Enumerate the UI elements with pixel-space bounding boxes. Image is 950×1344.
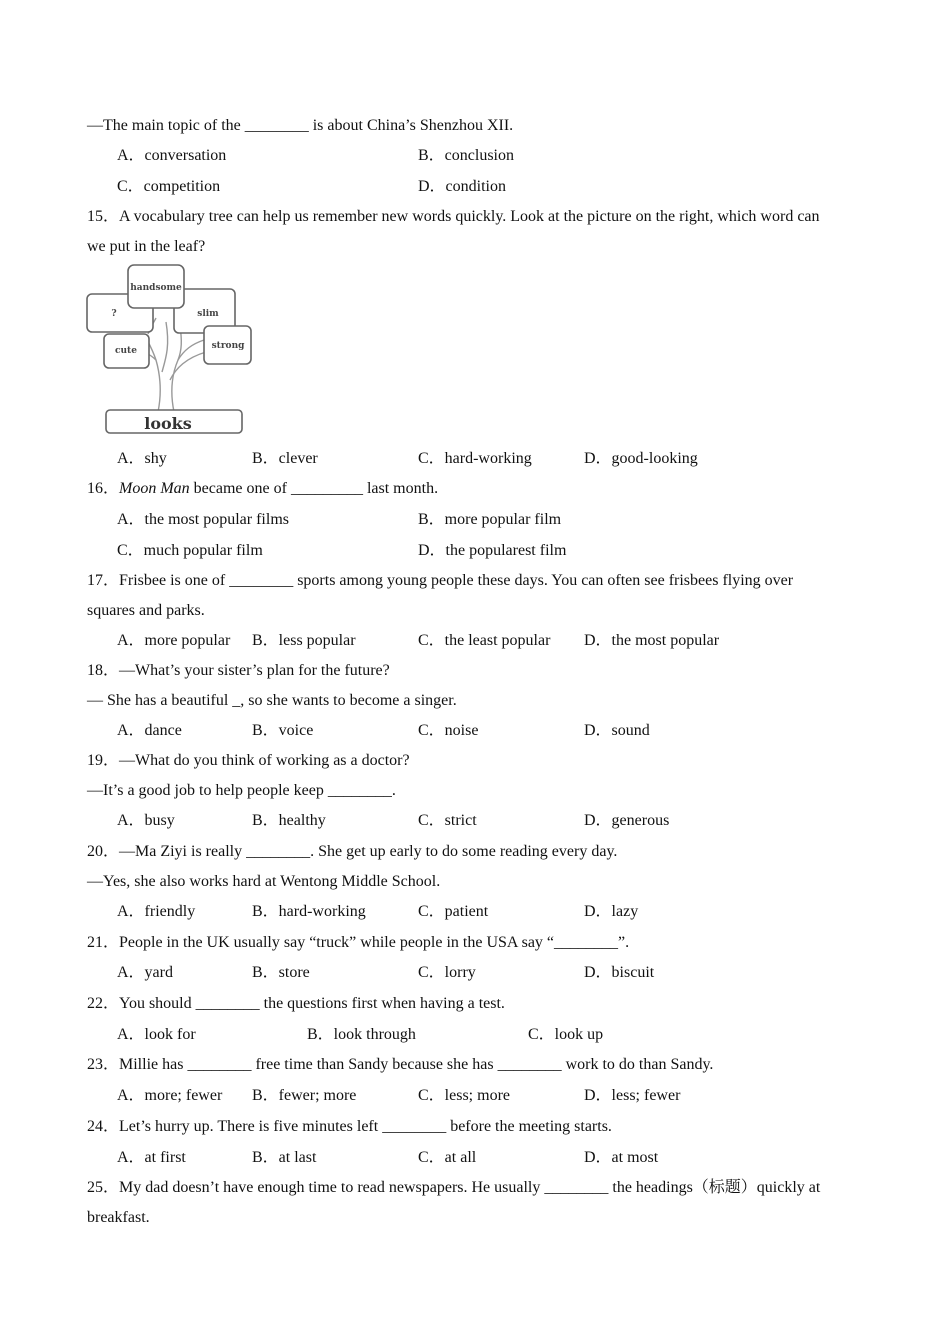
q20-option-a[interactable]: A．friendly — [117, 903, 196, 920]
q25-stem-line1: 25．My dad doesn’t have enough time to read newspapers. He usually ________ the headings（标题）quickly at — [87, 1179, 821, 1196]
q19-option-c[interactable]: C．strict — [418, 812, 477, 829]
q24-option-d[interactable]: D．at most — [584, 1149, 659, 1166]
q16-option-a[interactable]: A．the most popular films — [117, 511, 289, 528]
q17-option-c[interactable]: C．the least popular — [418, 632, 551, 649]
q17-stem-line2: squares and parks. — [87, 602, 205, 619]
vocabulary-tree-image — [86, 262, 256, 438]
q24-option-a[interactable]: A．at first — [117, 1149, 186, 1166]
q16-option-b[interactable]: B．more popular film — [418, 511, 562, 528]
q15-option-a[interactable]: A．shy — [117, 450, 167, 467]
q23-option-d[interactable]: D．less; fewer — [584, 1087, 681, 1104]
q21-option-a[interactable]: A．yard — [117, 964, 173, 981]
q18-option-c[interactable]: C．noise — [418, 722, 479, 739]
q14-stem: —The main topic of the ________ is about China’s Shenzhou XII. — [87, 117, 514, 134]
q23-stem: 23．Millie has ________ free time than Sandy because she has ________ work to do than Sandy. — [87, 1056, 714, 1073]
q18-stem-line1: 18．—What’s your sister’s plan for the future? — [87, 662, 390, 679]
q22-stem: 22．You should ________ the questions first when having a test. — [87, 995, 505, 1012]
q18-option-d[interactable]: D．sound — [584, 722, 650, 739]
q20-option-c[interactable]: C．patient — [418, 903, 489, 920]
q19-stem-line2: —It’s a good job to help people keep ________. — [87, 782, 396, 799]
q22-option-b[interactable]: B．look through — [307, 1026, 416, 1043]
q17-option-d[interactable]: D．the most popular — [584, 632, 720, 649]
q17-stem-line1: 17．Frisbee is one of ________ sports among young people these days. You can often see frisbees flying over — [87, 572, 794, 589]
q15-option-b[interactable]: B．clever — [252, 450, 318, 467]
q14-option-d[interactable]: D．condition — [418, 178, 506, 195]
q18-stem-line2: — She has a beautiful _, so she wants to become a singer. — [87, 692, 457, 709]
q21-option-d[interactable]: D．biscuit — [584, 964, 655, 981]
q19-option-d[interactable]: D．generous — [584, 812, 670, 829]
q21-option-c[interactable]: C．lorry — [418, 964, 476, 981]
q14-option-a[interactable]: A．conversation — [117, 147, 227, 164]
q19-option-a[interactable]: A．busy — [117, 812, 175, 829]
q22-option-c[interactable]: C．look up — [528, 1026, 604, 1043]
leaf-lower-right-label: strong — [211, 341, 245, 351]
q21-option-b[interactable]: B．store — [252, 964, 310, 981]
q20-stem-line1: 20．—Ma Ziyi is really ________. She get up early to do some reading every day. — [87, 843, 618, 860]
q23-option-b[interactable]: B．fewer; more — [252, 1087, 357, 1104]
q19-option-b[interactable]: B．healthy — [252, 812, 326, 829]
q15-stem-line2: we put in the leaf? — [87, 238, 206, 255]
q17-option-b[interactable]: B．less popular — [252, 632, 356, 649]
leaf-lower-left-label: cute — [115, 346, 137, 356]
q16-stem — [87, 479, 438, 499]
q16-option-d[interactable]: D．the popularest film — [418, 542, 567, 559]
q16-film-title: Moon Man — [119, 480, 190, 497]
q24-stem: 24．Let’s hurry up. There is five minutes left ________ before the meeting starts. — [87, 1118, 612, 1135]
leaf-left-label: ? — [111, 309, 117, 319]
q15-option-c[interactable]: C．hard-working — [418, 450, 532, 467]
q15-option-d[interactable]: D．good-looking — [584, 450, 698, 467]
q23-option-c[interactable]: C．less; more — [418, 1087, 510, 1104]
leaf-top-label: handsome — [130, 283, 182, 293]
q24-option-c[interactable]: C．at all — [418, 1149, 477, 1166]
q20-option-d[interactable]: D．lazy — [584, 903, 639, 920]
q18-option-a[interactable]: A．dance — [117, 722, 182, 739]
q22-option-a[interactable]: A．look for — [117, 1026, 196, 1043]
q16-stem-rest: became one of _________ last month. — [189, 480, 439, 497]
q20-stem-line2: —Yes, she also works hard at Wentong Middle School. — [87, 873, 441, 890]
q23-option-a[interactable]: A．more; fewer — [117, 1087, 223, 1104]
leaf-right-label: slim — [197, 309, 219, 319]
q24-option-b[interactable]: B．at last — [252, 1149, 317, 1166]
q19-stem-line1: 19．—What do you think of working as a doctor? — [87, 752, 410, 769]
q25-stem-line2: breakfast. — [87, 1209, 150, 1226]
trunk-label: looks — [144, 414, 192, 433]
q14-option-c[interactable]: C．competition — [117, 178, 221, 195]
q18-option-b[interactable]: B．voice — [252, 722, 314, 739]
q20-option-b[interactable]: B．hard-working — [252, 903, 366, 920]
q15-stem-line1: 15．A vocabulary tree can help us remember new words quickly. Look at the picture on the right, which word can — [87, 208, 820, 225]
q17-option-a[interactable]: A．more popular — [117, 632, 231, 649]
q21-stem: 21．People in the UK usually say “truck” while people in the USA say “________”. — [87, 934, 630, 951]
q16-option-c[interactable]: C．much popular film — [117, 542, 263, 559]
q14-option-b[interactable]: B．conclusion — [418, 147, 514, 164]
q16-number: 16． — [87, 480, 120, 497]
